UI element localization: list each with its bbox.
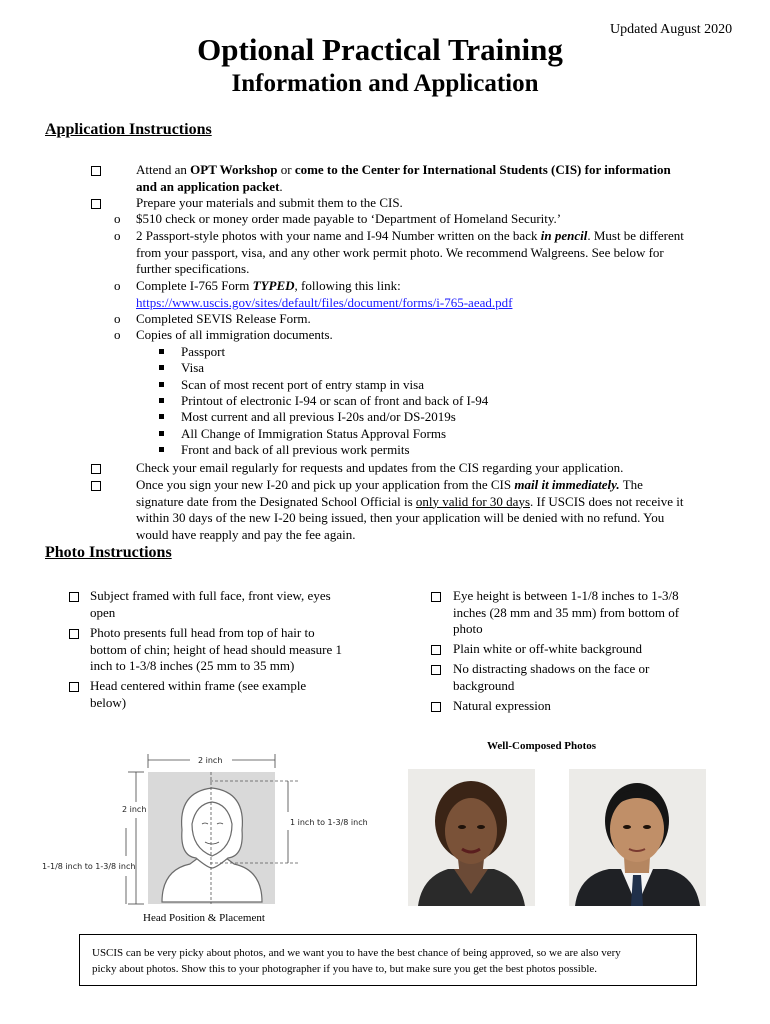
item-text: . [279,178,283,194]
checkbox-icon [69,592,79,602]
rule-text: No distracting shadows on the face or [453,661,650,676]
photo-rule [453,661,753,694]
checkbox-icon [91,199,101,209]
page-title: Optional Practical Training [197,32,563,67]
item-text: The [619,477,643,492]
checkbox-icon [431,645,441,655]
eye-dimension-label: 1-1/8 inch to 1-3/8 inch [42,862,136,871]
checkbox-icon [69,682,79,692]
item-text: Visa [181,360,205,375]
checkbox-icon [91,464,101,474]
page-subtitle: Information and Application [231,70,539,97]
circle-bullet-icon: o [114,327,121,342]
square-bullet-icon [159,431,164,436]
item-text: , following this link: [294,278,401,293]
i765-form-link[interactable]: https://www.uscis.gov/sites/default/files/document/forms/i-765-aead.pdf [136,294,513,310]
circle-bullet-icon: o [114,278,121,293]
checkbox-icon [91,481,101,491]
note-text: USCIS can be very picky about photos, and we want you to have the best chance of being approved, so we are also very [92,947,621,959]
rule-text: inches (28 mm and 35 mm) from bottom of [453,604,680,620]
item-text: Most current and all previous I-20s and/or DS-2019s [181,409,456,424]
note-text: picky about photos. Show this to your photographer if you have to, but make sure you get the best photos possible. [92,963,598,975]
item-text: or [277,162,295,177]
checkbox-icon [91,166,101,176]
photo-rule [453,698,753,715]
rule-text: inch to 1-3/8 inches (25 mm to 35 mm) [90,658,295,673]
item-text: in pencil [540,228,588,243]
photo-rule [90,678,390,711]
well-composed-label: Well-Composed Photos [487,740,597,752]
rule-text: Plain white or off-white background [453,641,642,656]
photo-rule [90,588,390,621]
square-bullet-icon [159,365,164,370]
rule-text: Natural expression [453,698,551,713]
item-text: Printout of electronic I-94 or scan of front and back of I-94 [181,393,489,408]
application-instructions-heading: Application Instructions [45,121,212,138]
head-dimension-label: 1 inch to 1-3/8 inch [290,818,368,827]
checkbox-icon [431,702,441,712]
item-text: mail it immediately. [514,477,620,492]
item-text: Copies of all immigration documents. [136,327,333,342]
item-text: TYPED [252,278,295,293]
item-text: Once you sign your new I-20 and pick up your application from the CIS [136,477,515,492]
circle-bullet-icon: o [114,211,121,226]
item-text: Prepare your materials and submit them to the CIS. [136,195,403,210]
item-text: All Change of Immigration Status Approval Forms [181,426,447,441]
photo-rule [453,641,753,658]
photo-rule [453,588,753,638]
square-bullet-icon [159,398,164,403]
item-text: Passport [181,344,226,359]
height-dimension-label: 2 inch [122,805,147,814]
head-position-diagram [40,752,370,912]
item-text: Completed SEVIS Release Form. [136,311,311,326]
square-bullet-icon [159,382,164,387]
rule-text: photo [453,621,483,636]
photo-rule [90,625,390,675]
item-text: from your passport, visa, and any other work permit photo. We recommend Walgreens. See below for [136,244,664,260]
rule-text: below) [90,694,127,710]
checkbox-icon [431,592,441,602]
rule-text: Photo presents full head from top of hair to [90,625,315,640]
square-bullet-icon [159,414,164,419]
rule-text: Eye height is between 1-1/8 inches to 1-3/8 [453,588,679,603]
photo-instructions-heading: Photo Instructions [45,544,172,561]
updated-date: Updated August 2020 [610,22,733,37]
circle-bullet-icon: o [114,311,121,326]
item-text: Attend an [136,162,191,177]
item-text: . Must be different [587,228,684,243]
item-text: Front and back of all previous work permits [181,442,410,457]
rule-text: Head centered within frame (see example [90,678,307,693]
sample-photo-man [569,769,706,906]
item-text: signature date from the Designated School Official is [136,493,416,509]
photo-note-box [79,934,697,986]
square-bullet-icon [159,349,164,354]
item-text: . If USCIS does not receive it [530,493,684,509]
item-text: further specifications. [136,261,250,276]
rule-text: bottom of chin; height of head should measure 1 [90,641,343,657]
square-bullet-icon [159,447,164,452]
item-text: Check your email regularly for requests and updates from the CIS regarding your application. [136,460,624,475]
width-dimension-label: 2 inch [198,756,223,765]
item-text: OPT Workshop [190,162,278,177]
circle-bullet-icon: o [114,228,121,243]
sample-photo-woman [408,769,535,906]
rule-text: Subject framed with full face, front view, eyes [90,588,331,603]
item-text: $510 check or money order made payable to ‘Department of Homeland Security.’ [136,211,562,226]
head-position-label: Head Position & Placement [143,912,265,924]
item-text: Scan of most recent port of entry stamp in visa [181,377,424,392]
item-text: Complete I-765 Form [136,278,253,293]
checkbox-icon [431,665,441,675]
rule-text: open [90,604,116,620]
item-text: and an application packet [136,178,280,194]
rule-text: background [453,677,515,693]
item-text: would have reapply and pay the fee again. [136,526,356,542]
item-text: within 30 days of the new I-20 being issued, then your application will be denied with no refund. You [136,510,665,525]
item-text: 2 Passport-style photos with your name and I-94 Number written on the back [136,228,541,243]
checkbox-icon [69,629,79,639]
item-text: only valid for 30 days [415,493,530,509]
item-text: come to the Center for International Students (CIS) for information [294,162,671,177]
